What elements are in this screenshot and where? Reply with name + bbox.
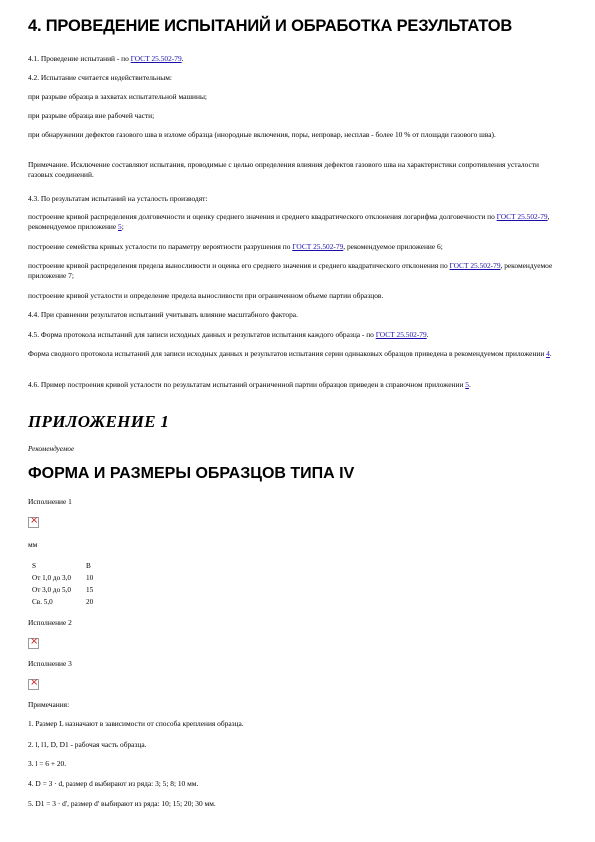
note-item: 5. D1 = 3 · d', размер d' выбирают из ряда: 10; 15; 20; 30 мм. <box>28 799 216 808</box>
paragraph-text: . <box>181 54 184 63</box>
paragraph-text: , рекомендуемое приложение 7; <box>28 261 553 280</box>
gost-link[interactable]: ГОСТ 25.502-79 <box>496 212 548 221</box>
table-row <box>30 596 114 608</box>
gost-link[interactable]: ГОСТ 25.502-79 <box>292 242 344 251</box>
table-cell: 15 <box>86 586 94 594</box>
note-item: 1. Размер L назначают в зависимости от способа крепления образца. <box>28 719 244 728</box>
paragraph-text: , рекомендуемое приложение <box>28 212 550 231</box>
paragraph-text: 4.5. Форма протокола испытаний для записи исходных данных и результатов испытания каждого образца - по <box>28 330 376 339</box>
paragraph-4-5 <box>28 330 560 340</box>
table-row <box>30 584 114 596</box>
gost-link[interactable]: ГОСТ 25.502-79 <box>449 261 501 270</box>
paragraph-text: . <box>468 380 471 389</box>
paragraph-text: , рекомендуемое приложение 6; <box>343 242 443 251</box>
execution-1-label: Исполнение 1 <box>28 497 72 506</box>
paragraph-4-1 <box>28 54 560 64</box>
unit-label: мм <box>28 540 38 549</box>
table-cell: 10 <box>86 574 94 582</box>
paragraph-text: Форма сводного протокола испытаний для записи исходных данных и результатов испытания серии одинаковых образцов приведена в рекомендуемом приложении <box>28 349 547 358</box>
paragraph-4-4: 4.4. При сравнении результатов испытаний учитывать влияние масштабного фактора. <box>28 310 298 319</box>
section-title: 4. ПРОВЕДЕНИЕ ИСПЫТАНИЙ И ОБРАБОТКА РЕЗУЛЬТАТОВ <box>28 17 513 35</box>
execution-2-label: Исполнение 2 <box>28 618 72 627</box>
appendix-link[interactable]: 4 <box>546 349 550 358</box>
table-header-cell: S <box>32 562 36 570</box>
paragraph-summary-form <box>28 349 560 359</box>
table-cell: От 1,0 до 3,0 <box>32 574 71 582</box>
paragraph-text: 4.6. Пример построения кривой усталости по результатам испытаний ограниченной партии образцов приведен в справочном приложении <box>28 380 466 389</box>
table-row <box>30 572 114 584</box>
appendix-link[interactable]: 5 <box>465 380 469 389</box>
note-item: 3. l = 6 + 20. <box>28 759 67 768</box>
broken-image-icon <box>28 679 39 690</box>
paragraph-item-outside: при разрыве образца вне рабочей части; <box>28 111 155 120</box>
paragraph-item-distribution <box>28 212 560 232</box>
paragraph-item-defects: при обнаружении дефектов газового шва в изломе образца (инородные включения, поры, непровар, несплав - более 10 % от площади газового шва). <box>28 130 496 139</box>
broken-image-icon <box>28 517 39 528</box>
paragraph-text: построение кривой распределения долговечности и оценку среднего значения и среднего квадратического отклонения логарифма долговечности по <box>28 212 497 221</box>
table-header-cell: B <box>86 562 91 570</box>
paragraph-4-2: 4.2. Испытание считается недействительным: <box>28 73 172 82</box>
appendix-link[interactable]: 5 <box>118 222 122 231</box>
appendix-title: ПРИЛОЖЕНИЕ 1 <box>28 412 170 431</box>
paragraph-item-limited: построение кривой усталости и определение предела выносливости при ограниченном объеме партии образцов. <box>28 291 384 300</box>
note-item: 4. D = 3 · d, размер d выбирают из ряда: 3; 5; 8; 10 мм. <box>28 779 199 788</box>
paragraph-4-6 <box>28 380 560 390</box>
dimensions-table <box>30 560 114 608</box>
appendix-subtitle: Рекомендуемое <box>28 445 75 453</box>
notes-title: Примечания: <box>28 700 70 709</box>
paragraph-text: построение семейства кривых усталости по параметру вероятности разрушения по <box>28 242 293 251</box>
execution-3-label: Исполнение 3 <box>28 659 72 668</box>
note-item: 2. l, l1, D, D1 - рабочая часть образца. <box>28 740 147 749</box>
paragraph-note: Примечание. Исключение составляют испытания, проводимые с целью определения влияния дефектов газового шва на характеристики сопротивления усталости газовых соединений. <box>28 160 539 179</box>
form-title: ФОРМА И РАЗМЕРЫ ОБРАЗЦОВ ТИПА IV <box>28 465 355 482</box>
table-cell: Св. 5,0 <box>32 598 53 606</box>
paragraph-text: . <box>426 330 429 339</box>
table-cell: 20 <box>86 598 94 606</box>
gost-link[interactable]: ГОСТ 25.502-79 <box>375 330 427 339</box>
paragraph-text: построение кривой распределения предела выносливости и оценка его среднего значения и среднего квадратического отклонения по <box>28 261 450 270</box>
paragraph-text: 4.1. Проведение испытаний - по <box>28 54 131 63</box>
table-cell: От 3,0 до 5,0 <box>32 586 71 594</box>
gost-link[interactable]: ГОСТ 25.502-79 <box>130 54 182 63</box>
paragraph-item-family <box>28 242 560 252</box>
paragraph-item-endurance <box>28 261 560 281</box>
paragraph-text: . <box>549 349 552 358</box>
paragraph-text: ; <box>121 222 124 231</box>
table-header-row <box>30 560 114 572</box>
paragraph-item-grips: при разрыве образца в захватах испытательной машины; <box>28 92 207 101</box>
paragraph-4-3: 4.3. По результатам испытаний на усталость производят: <box>28 194 208 203</box>
broken-image-icon <box>28 638 39 649</box>
